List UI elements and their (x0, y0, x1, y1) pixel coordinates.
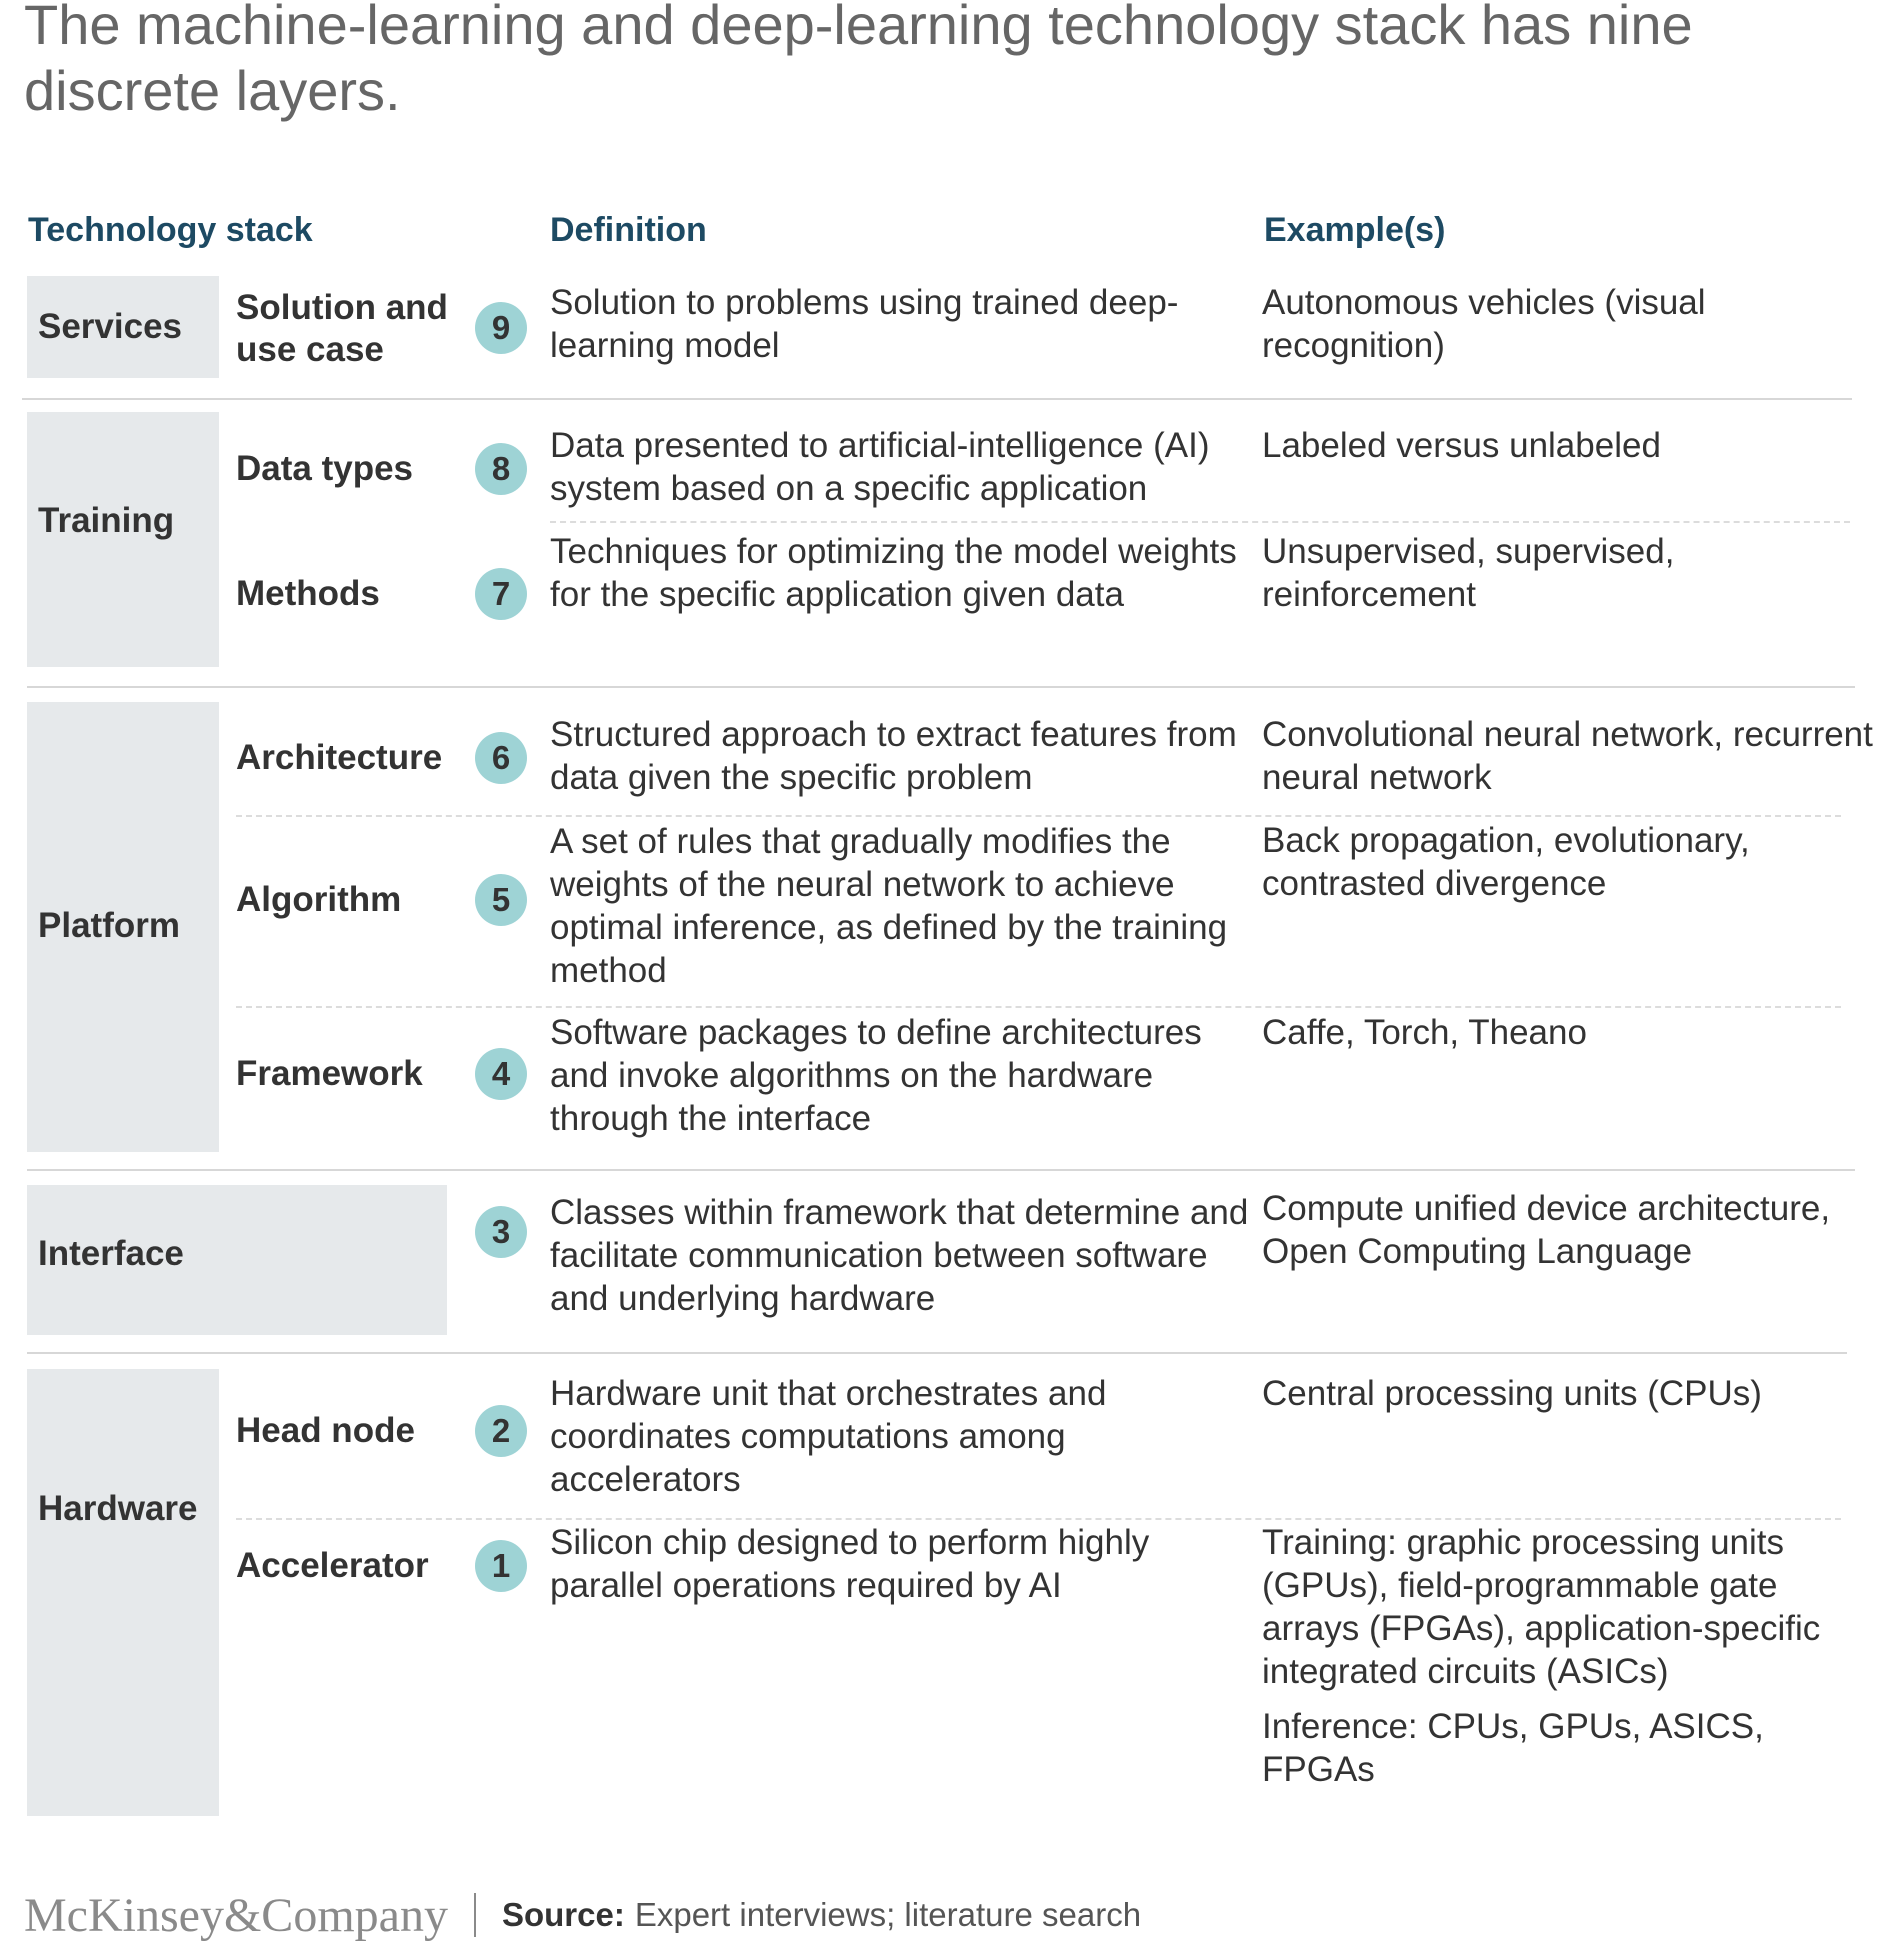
layer-number-badge: 3 (475, 1206, 527, 1258)
layer-name-framework: Framework (236, 1054, 423, 1093)
row-divider (236, 1518, 1841, 1520)
layer-number-badge: 1 (475, 1540, 527, 1592)
layer-number-badge: 4 (475, 1048, 527, 1100)
column-header-examples: Example(s) (1264, 211, 1446, 249)
layer-number-badge: 8 (475, 443, 527, 495)
layer-definition: Techniques for optimizing the model weights for the specific application given data (550, 532, 1237, 614)
footer (24, 1890, 1141, 1940)
example-text: Training: graphic processing units (GPUs), field-programmable gate arrays (FPGAs), application-specific integrated circuits (ASICs) (1262, 1523, 1821, 1691)
layer-definition: Data presented to artificial-intelligence (AI) system based on a specific application (550, 426, 1210, 508)
layer-name-head-node: Head node (236, 1411, 415, 1450)
page-title: The machine-learning and deep-learning technology stack has nine discrete layers. (24, 0, 1693, 122)
layer-number-badge: 6 (475, 732, 527, 784)
example-text: Caffe, Torch, Theano (1262, 1013, 1587, 1052)
layer-name-accelerator: Accelerator (236, 1546, 429, 1585)
example-text: Inference: CPUs, GPUs, ASICS, FPGAs (1262, 1707, 1764, 1789)
layer-definition: Software packages to define architectures and invoke algorithms on the hardware through the interface (550, 1013, 1202, 1138)
layer-name-algorithm: Algorithm (236, 880, 402, 919)
group-divider (27, 1352, 1847, 1354)
example-text: Labeled versus unlabeled (1262, 426, 1661, 465)
layer-examples (1262, 530, 1882, 616)
layer-definition: Solution to problems using trained deep-learning model (550, 283, 1179, 365)
category-label-interface: Interface (38, 1234, 184, 1273)
example-text: Convolutional neural network, recurrent neural network (1262, 715, 1873, 797)
layer-definition: A set of rules that gradually modifies the weights of the neural network to achieve optimal inference, as defined by the training method (550, 822, 1228, 990)
source-text: Expert interviews; literature search (634, 1896, 1142, 1933)
row-divider (236, 815, 1841, 817)
layer-number-badge: 2 (475, 1405, 527, 1457)
layer-number-badge: 7 (475, 568, 527, 620)
mckinsey-logo: McKinsey&Company (24, 1888, 448, 1942)
row-divider (236, 1006, 1841, 1008)
column-header-definition: Definition (550, 211, 707, 249)
layer-definition: Structured approach to extract features from data given the specific problem (550, 715, 1237, 797)
layer-examples (1262, 1521, 1882, 1791)
group-divider (22, 398, 1852, 400)
category-label-training: Training (38, 501, 175, 540)
category-label-platform: Platform (38, 906, 180, 945)
category-label-services: Services (38, 307, 183, 346)
layer-name-solution-and-use-case: Solution and use case (236, 288, 448, 369)
column-header-technology-stack: Technology stack (28, 211, 313, 249)
layer-definition: Classes within framework that determine and facilitate communication between software and underlying hardware (550, 1193, 1249, 1318)
layer-name-data-types: Data types (236, 449, 414, 488)
example-text: Central processing units (CPUs) (1262, 1374, 1762, 1413)
layer-name-architecture: Architecture (236, 738, 443, 777)
layer-examples (1262, 713, 1882, 799)
layer-number-badge: 9 (475, 302, 527, 354)
layer-examples (1262, 1011, 1882, 1054)
example-text: Unsupervised, supervised, reinforcement (1262, 532, 1675, 614)
category-label-hardware: Hardware (38, 1489, 198, 1528)
layer-number-badge: 5 (475, 874, 527, 926)
layer-name-methods: Methods (236, 574, 380, 613)
layer-examples (1262, 819, 1882, 905)
example-text: Compute unified device architecture, Open Computing Language (1262, 1189, 1831, 1271)
example-text: Autonomous vehicles (visual recognition) (1262, 283, 1706, 365)
layer-definition: Hardware unit that orchestrates and coordinates computations among accelerators (550, 1374, 1107, 1499)
layer-examples (1262, 1372, 1882, 1415)
source-label: Source: (501, 1896, 625, 1933)
footer-separator (474, 1893, 476, 1937)
group-divider (27, 686, 1855, 688)
layer-examples (1262, 1187, 1882, 1273)
layer-examples (1262, 281, 1882, 367)
row-divider (550, 521, 1850, 523)
example-text: Back propagation, evolutionary, contrasted divergence (1262, 821, 1750, 903)
layer-definition: Silicon chip designed to perform highly parallel operations required by AI (550, 1523, 1150, 1605)
layer-examples (1262, 424, 1882, 467)
group-divider (27, 1169, 1855, 1171)
category-band-hardware (27, 1369, 219, 1816)
